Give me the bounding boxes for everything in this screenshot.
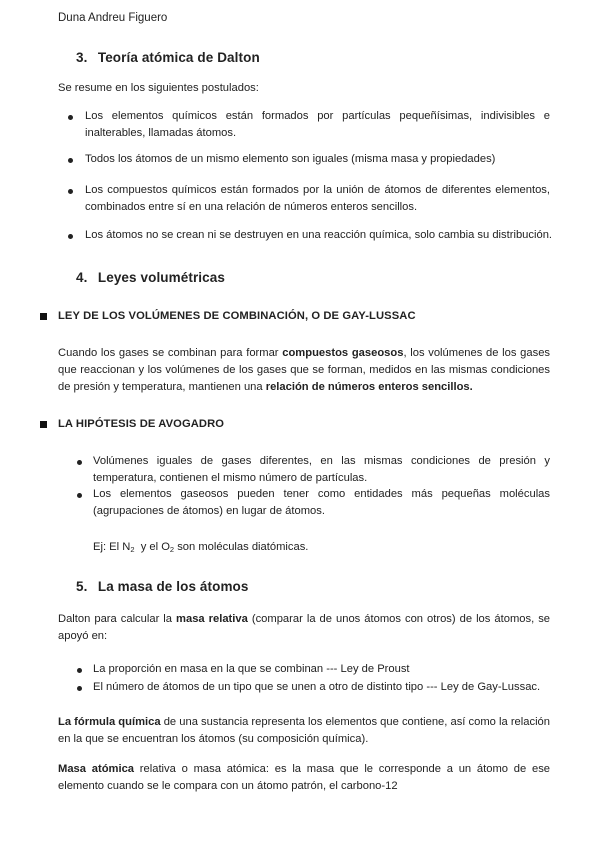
- bullet-icon: [77, 668, 82, 673]
- bullet-icon: [77, 686, 82, 691]
- bullet-icon: [68, 189, 73, 194]
- relative-mass-intro: Dalton para calcular la masa relativa (comparar la de unos átomos con otros) de los átomos, se apoyó en:: [58, 613, 551, 642]
- section-4-number: 4.: [76, 270, 88, 285]
- proust-law-item: La proporción en masa en la que se combinan --- Ley de Proust: [93, 663, 410, 675]
- square-bullet-icon: [40, 313, 47, 320]
- bullet-icon: [68, 234, 73, 239]
- gay-lussac-paragraph: Cuando los gases se combinan para formar compuestos gaseosos, los volúmenes de los gases que reaccionan y los volúmenes de los gases que se forman, medidos en las mismas condiciones de presión y temperatura, mantienen una relación de números enteros sencillos.: [58, 347, 551, 393]
- section-5-heading: [76, 579, 249, 594]
- section-3-heading: [76, 50, 260, 65]
- gay-lussac-heading: LEY DE LOS VOLÚMENES DE COMBINACIÓN, O DE GAY-LUSSAC: [58, 310, 416, 322]
- bullet-icon: [68, 158, 73, 163]
- dalton-postulate-3: Los compuestos químicos están formados por la unión de átomos de diferentes elementos, combinados entre sí en una relación de números enteros sencillos.: [85, 184, 550, 213]
- avogadro-point-2: Los elementos gaseosos pueden tener como entidades más pequeñas moléculas (agrupaciones de átomos) en lugar de átomos.: [93, 488, 550, 517]
- section-5-title: La masa de los átomos: [97, 579, 249, 594]
- diatomic-example: Ej: El $N_2$ y el $O_2$ son moléculas diatómicas.: [93, 541, 309, 554]
- dalton-postulate-1: Los elementos químicos están formados por partículas pequeñísimas, indivisibles e inalterables, llamadas átomos.: [85, 110, 550, 139]
- atomic-mass-paragraph: Masa atómica relativa o masa atómica: es la masa que le corresponde a un átomo de ese elemento cuando se le compara con un átomo patrón, el carbono-12: [58, 763, 551, 792]
- dalton-postulate-4: Los átomos no se crean ni se destruyen en una reacción química, solo cambia su distribución.: [85, 229, 553, 241]
- section-4-title: Leyes volumétricas: [97, 270, 225, 285]
- section-4-heading: [76, 270, 225, 285]
- bullet-icon: [77, 460, 82, 465]
- square-bullet-icon: [40, 421, 47, 428]
- section-3-number: 3.: [76, 50, 88, 65]
- bullet-icon: [68, 115, 73, 120]
- section-3-intro: Se resume en los siguientes postulados:: [58, 82, 259, 94]
- section-3-title: Teoría atómica de Dalton: [97, 50, 260, 65]
- author-name: Duna Andreu Figuero: [58, 12, 168, 24]
- avogadro-point-1: Volúmenes iguales de gases diferentes, en las mismas condiciones de presión y temperatura, contienen el mismo número de partículas.: [93, 455, 550, 484]
- chemical-formula-paragraph: La fórmula química de una sustancia representa los elementos que contiene, así como la relación en la que se encuentran los átomos (su composición química).: [58, 716, 550, 745]
- dalton-postulate-2: Todos los átomos de un mismo elemento son iguales (misma masa y propiedades): [85, 153, 496, 165]
- gay-lussac-law-item: El número de átomos de un tipo que se unen a otro de distinto tipo --- Ley de Gay-Lussac.: [93, 681, 541, 693]
- bullet-icon: [77, 493, 82, 498]
- section-5-number: 5.: [76, 579, 88, 594]
- avogadro-heading: LA HIPÓTESIS DE AVOGADRO: [58, 418, 225, 430]
